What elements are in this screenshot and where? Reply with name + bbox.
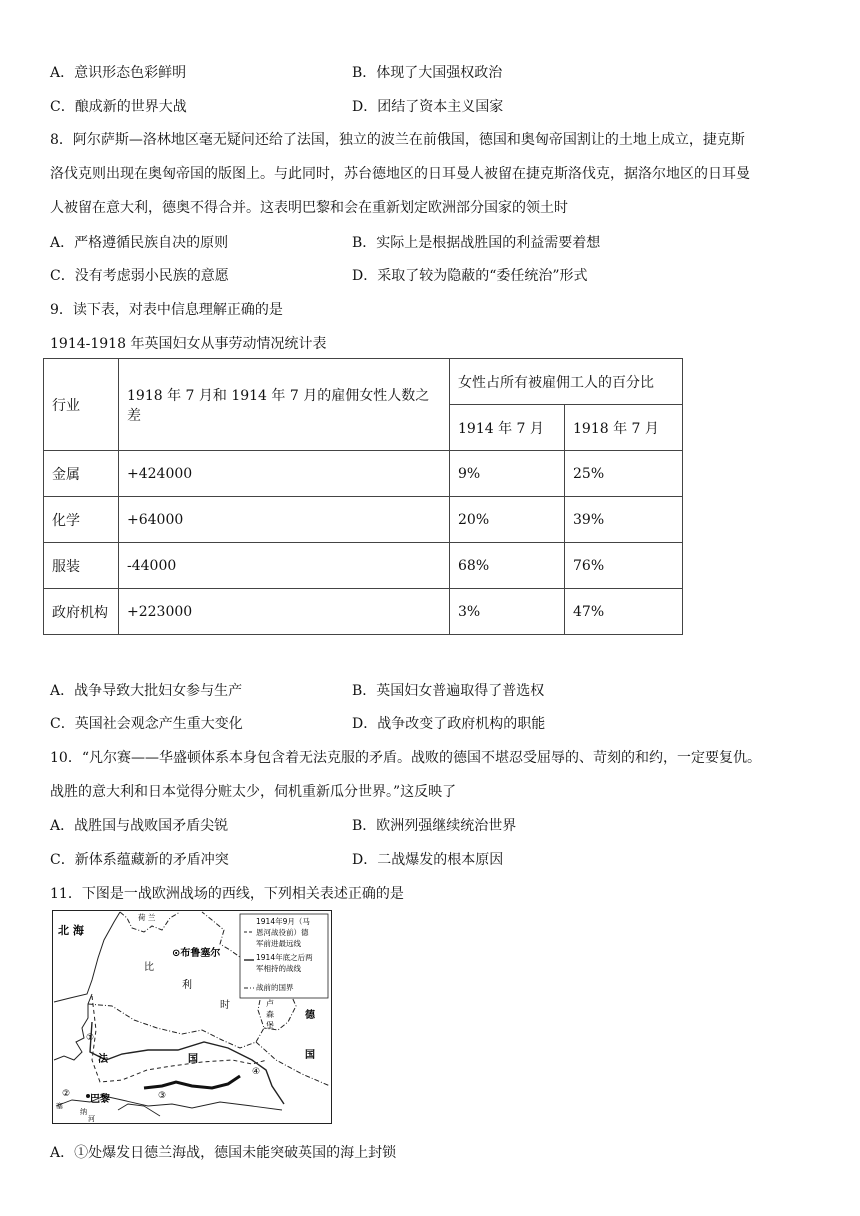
legend-line-1: 1914年9月（马 [256, 917, 310, 926]
q8-option-c: C．没有考虑弱小民族的意愿 [50, 268, 229, 284]
q8-option-b: B．实际上是根据战胜国的利益需要着想 [352, 235, 601, 251]
q10-option-b: B．欧洲列强继续统治世界 [352, 818, 517, 834]
cell-diff: +424000 [119, 451, 450, 497]
cell-1914: 9% [450, 451, 565, 497]
label-paris: 巴黎 [90, 1094, 110, 1105]
cell-diff: +223000 [119, 589, 450, 635]
table-row [44, 589, 683, 635]
table-row [44, 497, 683, 543]
legend-line-3: 军前进最远线 [256, 939, 301, 948]
label-luxembourg-3: 堡 [266, 1021, 274, 1030]
label-holland: 荷 兰 [138, 913, 156, 922]
q8-stem-line-2: 洛伐克则出现在奥匈帝国的版图上。与此同时，苏台德地区的日耳曼人被留在捷克斯洛伐克，据洛尔地区的日耳曼 [50, 166, 750, 182]
label-luxembourg-1: 卢 [266, 999, 274, 1008]
cell-diff: -44000 [119, 543, 450, 589]
label-seine-3: 河 [88, 1115, 95, 1123]
header-diff: 1918 年 7 月和 1914 年 7 月的雇佣女性人数之差 [119, 359, 450, 451]
legend-line-4: 1914年底之后两 [256, 953, 313, 962]
q7-option-a: A．意识形态色彩鲜明 [50, 65, 187, 81]
q10-option-c: C．新体系蕴藏新的矛盾冲突 [50, 852, 229, 868]
cell-1914: 3% [450, 589, 565, 635]
q10-option-a: A．战胜国与战败国矛盾尖锐 [50, 818, 229, 834]
map-marker-2: ② [62, 1089, 71, 1099]
cell-1918: 47% [565, 589, 683, 635]
q9-option-b: B．英国妇女普遍取得了普选权 [352, 683, 545, 699]
cell-1914: 68% [450, 543, 565, 589]
label-france-2: 国 [188, 1054, 198, 1065]
label-france-1: 法 [98, 1054, 108, 1065]
legend-line-2: 恩河战役前）德 [256, 928, 309, 937]
q9-option-d: D．战争改变了政府机构的职能 [352, 716, 546, 732]
table-row [44, 543, 683, 589]
cell-industry: 化学 [44, 497, 119, 543]
label-seine-1: 塞 [56, 1102, 63, 1110]
header-industry: 行业 [44, 359, 119, 451]
q8-option-a: A．严格遵循民族自决的原则 [50, 235, 229, 251]
cell-1914: 20% [450, 497, 565, 543]
labor-statistics-table [43, 358, 683, 635]
cell-diff: +64000 [119, 497, 450, 543]
cell-1918: 39% [565, 497, 683, 543]
legend-line-6: 战前的国界 [256, 983, 294, 992]
q9-stem: 9．读下表，对表中信息理解正确的是 [50, 302, 283, 318]
q10-option-d: D．二战爆发的根本原因 [352, 852, 504, 868]
map-marker-4: ④ [252, 1067, 261, 1077]
label-germany-2: 国 [305, 1050, 315, 1061]
q7-option-b: B．体现了大国强权政治 [352, 65, 503, 81]
label-belgium-3: 时 [220, 1000, 230, 1011]
q7-option-c: C．酿成新的世界大战 [50, 99, 187, 115]
q8-stem-line-1: 8．阿尔萨斯—洛林地区毫无疑问还给了法国，独立的波兰在前俄国，德国和奥匈帝国割让的土地上成立，捷克斯 [50, 132, 745, 148]
q7-option-d: D．团结了资本主义国家 [352, 99, 504, 115]
q11-stem: 11．下图是一战欧洲战场的西线，下列相关表述正确的是 [50, 886, 404, 902]
map-marker-1: ① [86, 1033, 95, 1043]
q11-option-a: A．①处爆发日德兰海战，德国未能突破英国的海上封锁 [50, 1145, 397, 1161]
q9-table-title: 1914-1918 年英国妇女从事劳动情况统计表 [50, 336, 327, 352]
label-belgium-2: 利 [182, 980, 192, 991]
map-marker-3: ③ [158, 1091, 167, 1101]
q8-stem-line-3: 人被留在意大利，德奥不得合并。这表明巴黎和会在重新划定欧洲部分国家的领土时 [50, 200, 568, 216]
label-brussels: ⊙布鲁塞尔 [172, 948, 221, 959]
header-1914: 1914 年 7 月 [450, 405, 565, 451]
label-seine-2: 纳 [80, 1108, 87, 1116]
cell-1918: 76% [565, 543, 683, 589]
legend-line-5: 军相持的战线 [256, 964, 301, 973]
cell-1918: 25% [565, 451, 683, 497]
cell-industry: 服装 [44, 543, 119, 589]
q10-stem-line-2: 战胜的意大利和日本觉得分赃太少，伺机重新瓜分世界。”这反映了 [50, 784, 457, 800]
table-row [44, 451, 683, 497]
cell-industry: 政府机构 [44, 589, 119, 635]
label-luxembourg-2: 森 [266, 1010, 274, 1019]
label-north-sea: 北 海 [58, 924, 84, 937]
label-belgium-1: 比 [144, 962, 154, 973]
header-pct: 女性占所有被雇佣工人的百分比 [450, 359, 683, 405]
header-1918: 1918 年 7 月 [565, 405, 683, 451]
q9-option-a: A．战争导致大批妇女参与生产 [50, 683, 243, 699]
cell-industry: 金属 [44, 451, 119, 497]
q10-stem-line-1: 10．“凡尔赛——华盛顿体系本身包含着无法克服的矛盾。战败的德国不堪忍受屈辱的、苛刻的和约，一定要复仇。 [50, 750, 761, 766]
q8-option-d: D．采取了较为隐蔽的“委任统治”形式 [352, 268, 588, 284]
label-germany-1: 德 [305, 1010, 315, 1021]
western-front-map [52, 910, 332, 1124]
q9-option-c: C．英国社会观念产生重大变化 [50, 716, 243, 732]
